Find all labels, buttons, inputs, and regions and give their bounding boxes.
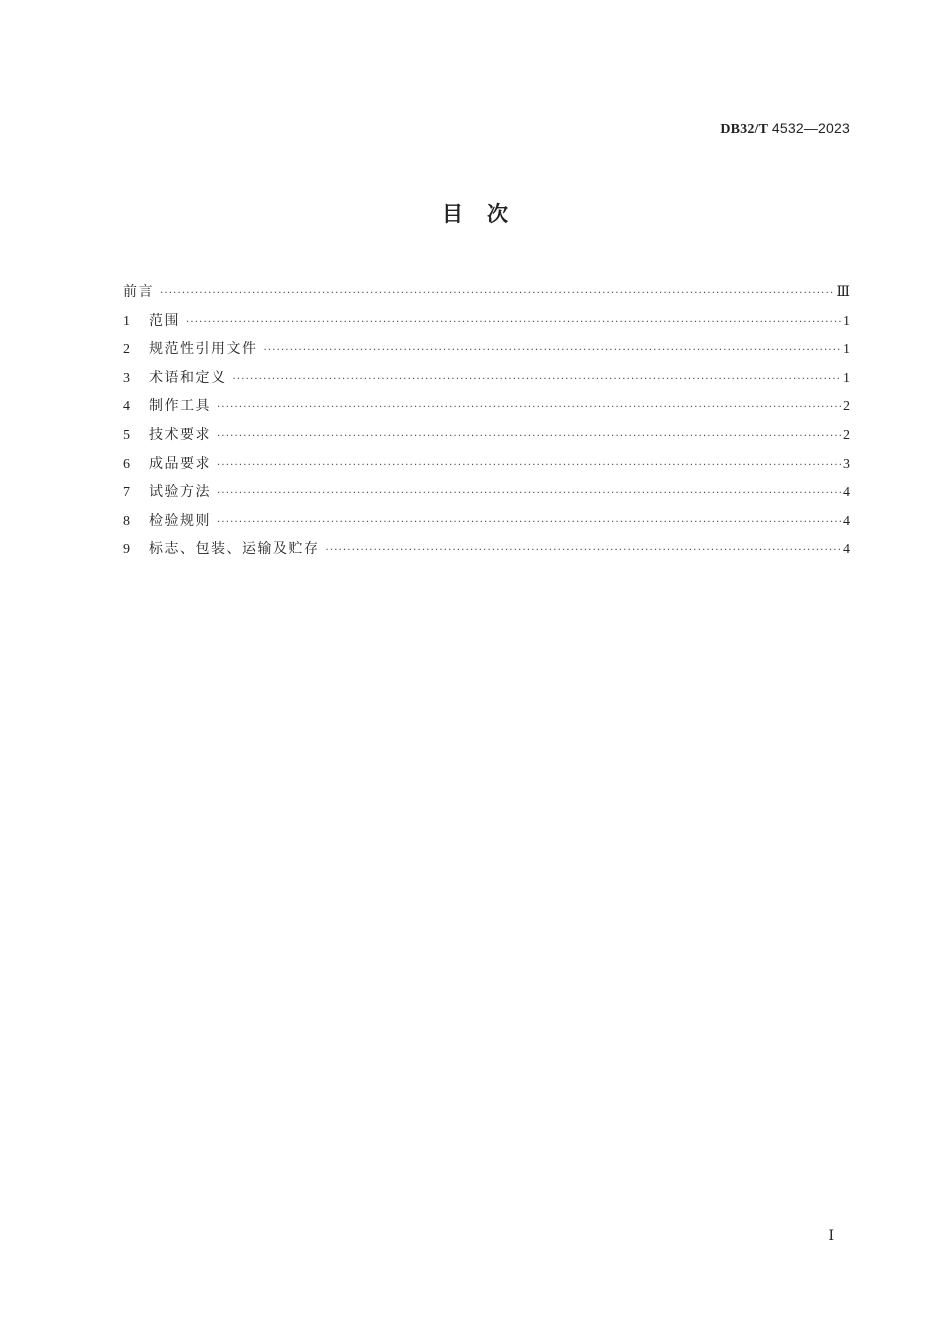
toc-item-title: 技术要求 <box>149 426 211 443</box>
toc-item-page: 1 <box>843 342 850 358</box>
toc-item-number: 5 <box>123 427 130 443</box>
toc-item-marking-packaging[interactable] <box>123 538 850 567</box>
toc-item-title: 前言 <box>123 284 154 300</box>
toc-item-title: 检验规则 <box>149 512 211 529</box>
toc-item-technical-requirements[interactable] <box>123 424 850 453</box>
toc-item-number: 9 <box>123 542 130 558</box>
toc-item-page: 1 <box>843 313 850 329</box>
toc-item-title: 成品要求 <box>149 455 211 472</box>
toc-item-page: 4 <box>843 485 850 501</box>
toc-item-scope[interactable] <box>123 310 850 339</box>
toc-item-test-methods[interactable] <box>123 481 850 510</box>
toc-item-title: 规范性引用文件 <box>149 341 258 358</box>
toc-leader-dots <box>217 455 841 477</box>
toc-item-number: 4 <box>123 399 130 415</box>
toc-item-inspection-rules[interactable] <box>123 510 850 539</box>
standard-number: 4532—2023 <box>771 120 850 136</box>
page-number: Ⅰ <box>828 1229 834 1244</box>
toc-item-page: 4 <box>843 542 850 558</box>
toc-item-number: 8 <box>123 513 130 529</box>
toc-item-title: 制作工具 <box>149 398 211 415</box>
toc-leader-dots <box>217 512 841 534</box>
toc-item-page: Ⅲ <box>836 285 850 300</box>
toc-item-foreword[interactable] <box>123 281 850 310</box>
toc-item-page: 1 <box>843 370 850 386</box>
toc-leader-dots <box>264 340 842 362</box>
standard-code <box>720 120 850 138</box>
toc-item-product-requirements[interactable] <box>123 453 850 482</box>
toc-leader-dots <box>326 540 842 562</box>
toc-leader-dots <box>217 397 841 419</box>
toc-leader-dots <box>217 483 841 505</box>
toc-item-page: 3 <box>843 456 850 472</box>
standard-prefix: DB32/T <box>720 122 769 137</box>
toc-item-terms-definitions[interactable] <box>123 367 850 396</box>
toc-item-tools[interactable] <box>123 395 850 424</box>
toc-item-number: 6 <box>123 456 130 472</box>
toc-item-title: 范围 <box>149 312 180 329</box>
toc-item-number: 2 <box>123 342 130 358</box>
toc-item-title: 术语和定义 <box>149 369 227 386</box>
toc-item-normative-references[interactable] <box>123 338 850 367</box>
toc-leader-dots <box>186 312 841 334</box>
toc-leader-dots <box>217 426 841 448</box>
toc-leader-dots <box>233 369 842 391</box>
toc-item-number: 1 <box>123 313 130 329</box>
toc-item-title: 标志、包装、运输及贮存 <box>149 541 320 558</box>
toc-item-page: 2 <box>843 399 850 415</box>
toc-leader-dots <box>160 283 834 305</box>
toc-item-title: 试验方法 <box>149 484 211 501</box>
toc-item-number: 3 <box>123 370 130 386</box>
toc-item-number: 7 <box>123 485 130 501</box>
toc-item-page: 2 <box>843 427 850 443</box>
page-title: 目次 <box>442 202 532 226</box>
toc-item-page: 4 <box>843 513 850 529</box>
table-of-contents <box>123 281 850 567</box>
